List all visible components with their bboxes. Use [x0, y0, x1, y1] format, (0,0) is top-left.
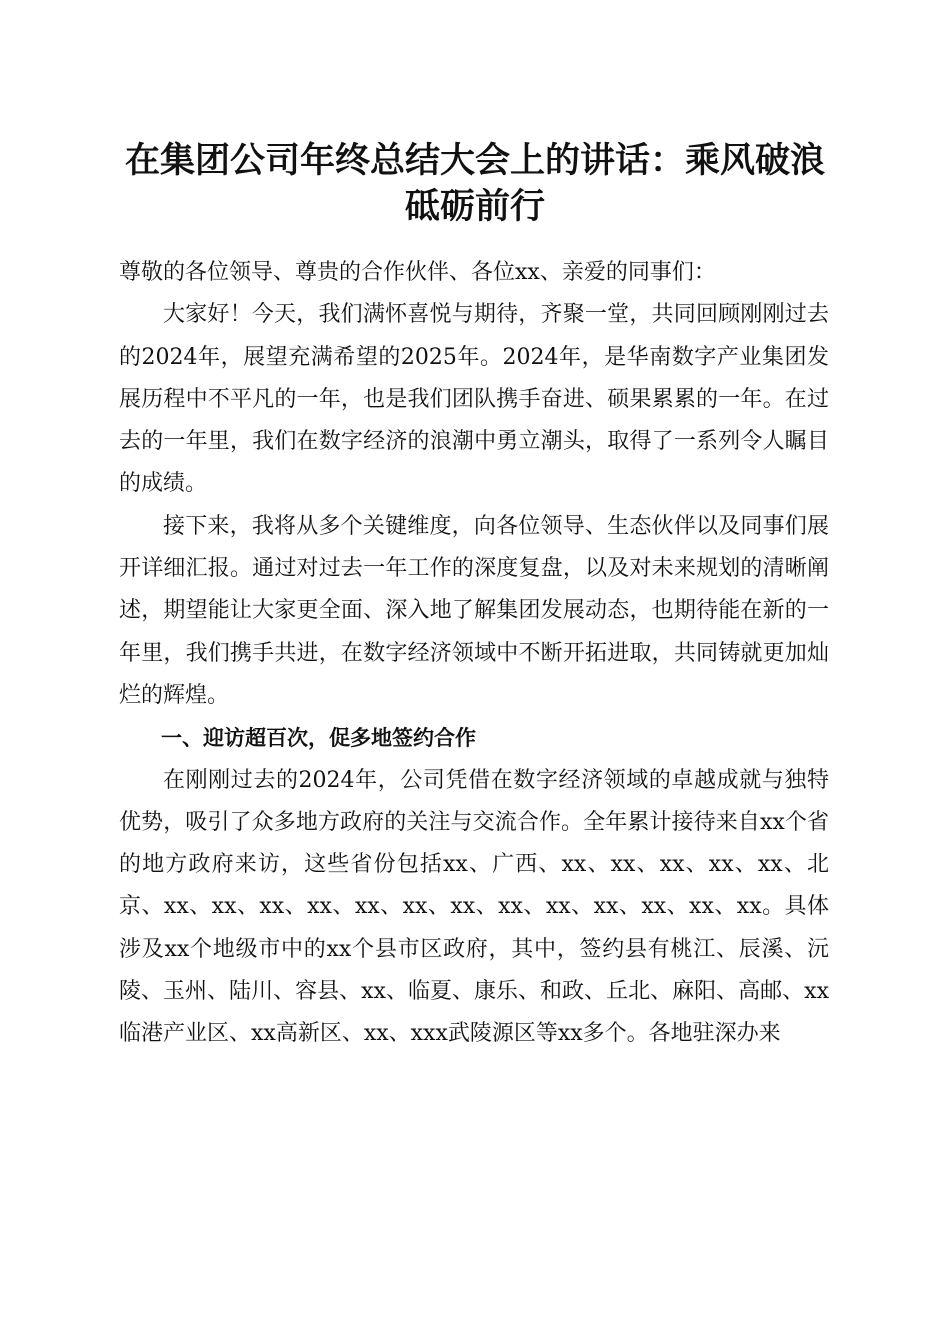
paragraph-section-1: 在刚刚过去的2024年，公司凭借在数字经济领域的卓越成就与独特优势，吸引了众多地方政府的关注与交流合作。全年累计接待来自xx个省的地方政府来访，这些省份包括xx、广西、xx、xx、xx、xx、xx、北京、xx、xx、xx、xx、xx、xx、xx、xx、xx、xx、xx、xx、xx。具体涉及xx个地级市中的xx个县市区政府，其中，签约县有桃江、辰溪、沅陵、玉州、陆川、容县、xx、临夏、康乐、和政、丘北、麻阳、高邮、xx临港产业区、xx高新区、xx、xxx武陵源区等xx多个。各地驻深办来	[119, 767, 829, 1047]
paragraph-overview: 接下来，我将从多个关键维度，向各位领导、生态伙伴以及同事们展开详细汇报。通过对过去一年工作的深度复盘，以及对未来规划的清晰阐述，期望能让大家更全面、深入地了解集团发展动态，也期待能在新的一年里，我们携手共进，在数字经济领域中不断开拓进取，共同铸就更加灿烂的辉煌。	[119, 513, 829, 708]
section-heading-1: 一、迎访超百次，促多地签约合作	[161, 726, 476, 751]
document-title-line-1: 在集团公司年终总结大会上的讲话：乘风破浪	[124, 140, 825, 181]
paragraph-opening: 大家好！今天，我们满怀喜悦与期待，齐聚一堂，共同回顾刚刚过去的2024年，展望充满希望的2025年。2024年，是华南数字产业集团发展历程中不平凡的一年，也是我们团队携手奋进、硕果累累的一年。在过去的一年里，我们在数字经济的浪潮中勇立潮头，取得了一系列令人瞩目的成绩。	[119, 302, 829, 497]
document-body	[119, 252, 829, 1056]
salutation: 尊敬的各位领导、尊贵的合作伙伴、各位xx、亲爱的同事们：	[119, 260, 716, 285]
document-title-line-2: 砥砺前行	[404, 186, 545, 227]
